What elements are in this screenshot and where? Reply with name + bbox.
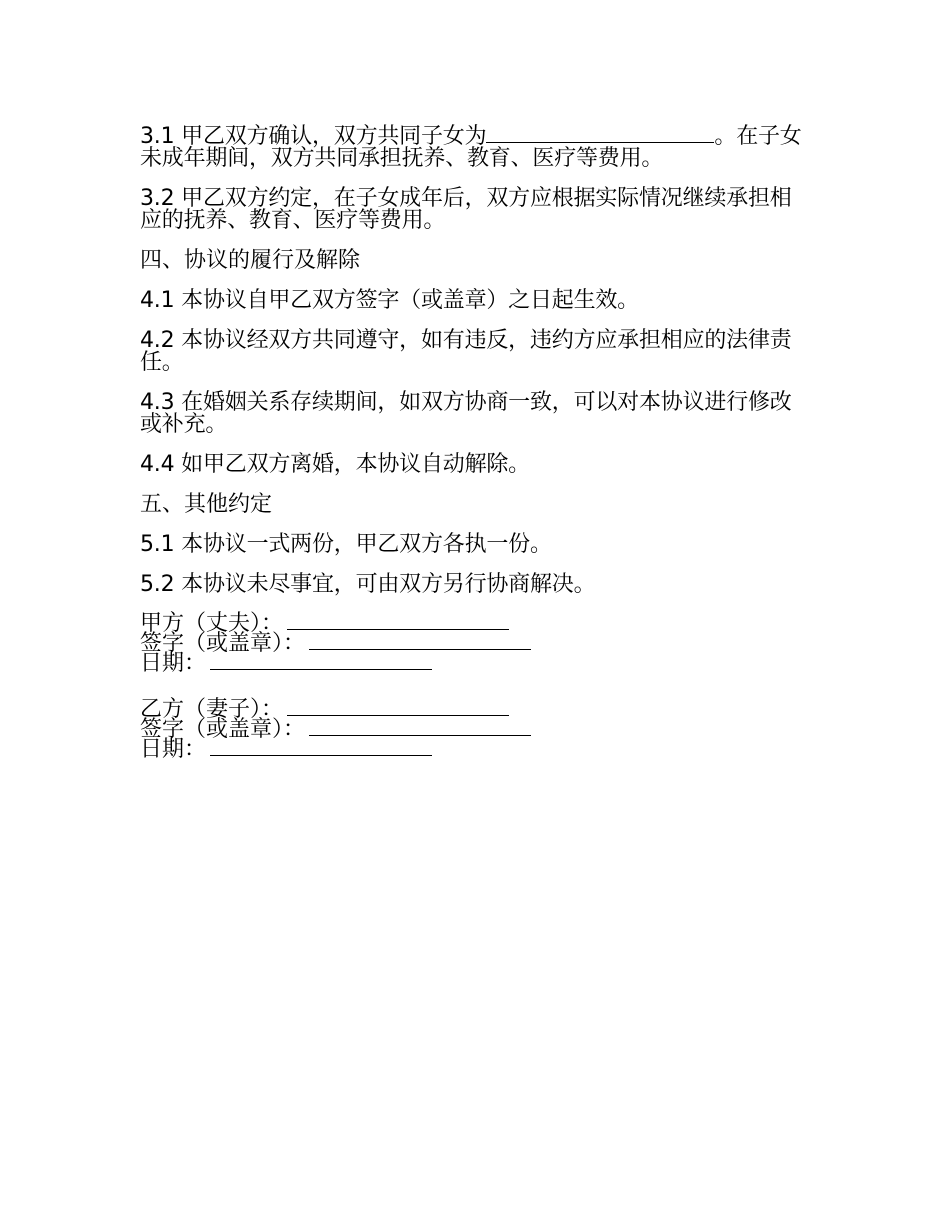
children-name-blank: [486, 126, 714, 143]
party-b-name-blank: [287, 701, 509, 716]
party-b-label: 乙方（妻子）：: [140, 697, 284, 722]
section-4-title: 四、协议的履行及解除: [140, 248, 361, 273]
clause-3-1: [140, 126, 808, 170]
party-a-date-line: [140, 651, 808, 676]
clause-4-1: 4.1 本协议自甲乙双方签字（或盖章）之日起生效。: [140, 288, 639, 313]
party-a-sign-line: [140, 631, 808, 656]
section-5-title: 五、其他约定: [140, 492, 273, 517]
party-b-signature-block: [140, 697, 808, 762]
clause-4-3: 4.3 在婚姻关系存续期间，如双方协商一致，可以对本协议进行修改或补充。: [140, 390, 792, 437]
party-b-date-blank: [210, 741, 432, 756]
clause-4-2: 4.2 本协议经双方共同遵守，如有违反，违约方应承担相应的法律责任。: [140, 328, 792, 375]
party-a-sign-blank: [309, 635, 531, 650]
clause-5-1: 5.1 本协议一式两份，甲乙双方各执一份。: [140, 532, 552, 557]
clause-3-1-prefix: 3.1 甲乙双方确认，双方共同子女为: [140, 124, 487, 149]
party-a-signature-block: [140, 611, 808, 676]
party-a-name-blank: [287, 615, 509, 630]
party-b-date-label: 日期：: [140, 737, 207, 762]
party-a-date-blank: [210, 655, 432, 670]
party-a-sign-label: 签字（或盖章）：: [140, 631, 306, 656]
clause-4-4: 4.4 如甲乙双方离婚，本协议自动解除。: [140, 452, 530, 477]
party-a-date-label: 日期：: [140, 651, 207, 676]
party-b-sign-label: 签字（或盖章）：: [140, 717, 306, 742]
party-b-sign-line: [140, 717, 808, 742]
document-body: [140, 126, 808, 786]
party-b-sign-blank: [309, 721, 531, 736]
party-a-label: 甲方（丈夫）：: [140, 611, 284, 636]
clause-5-2: 5.2 本协议未尽事宜，可由双方另行协商解决。: [140, 572, 596, 597]
clause-3-1-suffix: 。在子女未成年期间，双方共同承担抚养、教育、医疗等费用。: [140, 124, 802, 171]
party-b-date-line: [140, 737, 808, 762]
clause-3-2: 3.2 甲乙双方约定，在子女成年后，双方应根据实际情况继续承担相应的抚养、教育、医疗等费用。: [140, 186, 792, 233]
